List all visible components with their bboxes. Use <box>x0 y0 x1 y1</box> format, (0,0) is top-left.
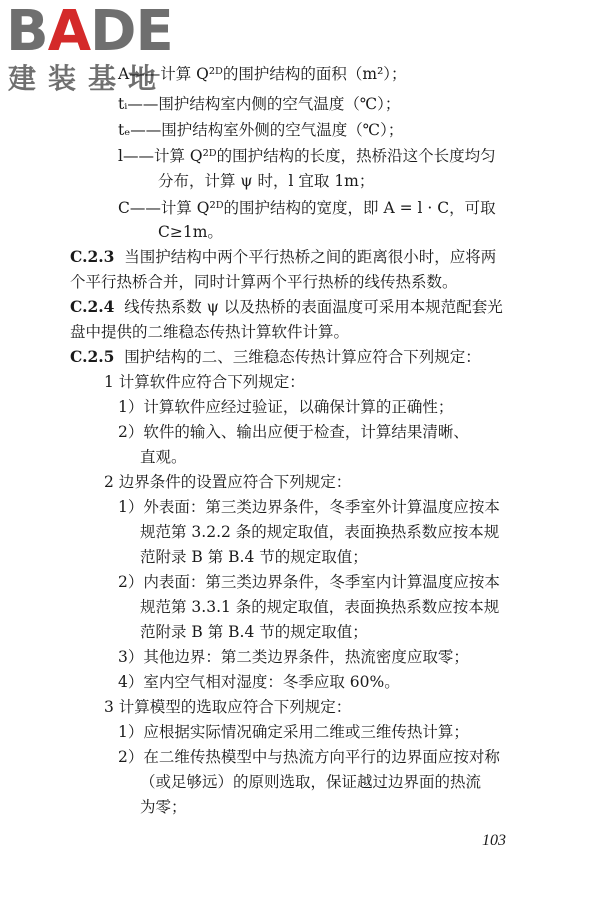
item-2-4: 4）室内空气相对湿度：冬季应取 60%。 <box>118 673 400 691</box>
item-3-1: 1）应根据实际情况确定采用二维或三维传热计算； <box>118 723 469 741</box>
item-2-1b: 规范第 3.2.2 条的规定取值，表面换热系数应按本规 <box>140 523 500 541</box>
item-2-2a: 2）内表面：第三类边界条件，冬季室内计算温度应按本 <box>118 573 500 591</box>
item-3-2a: 2）在二维传热模型中与热流方向平行的边界面应按对称 <box>118 748 500 766</box>
clause-c224-line-2: 盘中提供的二维稳态传热计算软件计算。 <box>70 323 350 341</box>
logo-wordmark: BADE <box>6 0 173 64</box>
item-2-1c: 范附录 B 第 B.4 节的规定取值； <box>140 548 368 566</box>
item-3-2b: （或足够远）的原则选取，保证越过边界面的热流 <box>140 773 482 791</box>
item-3-2c: 为零； <box>140 798 187 816</box>
def-te: tₑ——围护结构室外侧的空气温度（℃）； <box>118 121 404 139</box>
def-ti: tᵢ——围护结构室内侧的空气温度（℃）； <box>118 95 401 113</box>
item-2-2c: 范附录 B 第 B.4 节的规定取值； <box>140 623 368 641</box>
def-l-2: 分布，计算 ψ 时，l 宜取 1m； <box>158 172 375 190</box>
def-C-2: C≥1m。 <box>158 223 223 241</box>
item-1-2a: 2）软件的输入、输出应便于检查，计算结果清晰、 <box>118 423 469 441</box>
item-1-title: 1 计算软件应符合下列规定： <box>104 373 305 391</box>
def-A: A——计算 Q²ᴰ的围护结构的面积（m²）； <box>118 65 407 83</box>
item-1-1: 1）计算软件应经过验证，以确保计算的正确性； <box>118 398 454 416</box>
item-3-title: 3 计算模型的选取应符合下列规定： <box>104 698 352 716</box>
logo-tagline: 建装基地 <box>8 62 169 95</box>
clause-c224-line-1: C.2.4 线传热系数 ψ 以及热桥的表面温度可采用本规范配套光 <box>70 297 503 316</box>
item-1-2b: 直观。 <box>140 448 187 466</box>
page-number: 103 <box>482 832 506 849</box>
def-C-1: C——计算 Q²ᴰ的围护结构的宽度，即 A = l · C，可取 <box>118 199 496 217</box>
item-2-1a: 1）外表面：第三类边界条件，冬季室外计算温度应按本 <box>118 498 500 516</box>
clause-c223-line-1: C.2.3 当围护结构中两个平行热桥之间的距离很小时，应将两 <box>70 247 497 266</box>
item-2-title: 2 边界条件的设置应符合下列规定： <box>104 473 352 491</box>
clause-c225-line-1: C.2.5 围护结构的二、三维稳态传热计算应符合下列规定： <box>70 347 481 366</box>
item-2-3: 3）其他边界：第二类边界条件，热流密度应取零； <box>118 648 469 666</box>
clause-c223-line-2: 个平行热桥合并，同时计算两个平行热桥的线传热系数。 <box>70 273 458 291</box>
item-2-2b: 规范第 3.3.1 条的规定取值，表面换热系数应按本规 <box>140 598 500 616</box>
def-l-1: l——计算 Q²ᴰ的围护结构的长度，热桥沿这个长度均匀 <box>118 147 496 165</box>
